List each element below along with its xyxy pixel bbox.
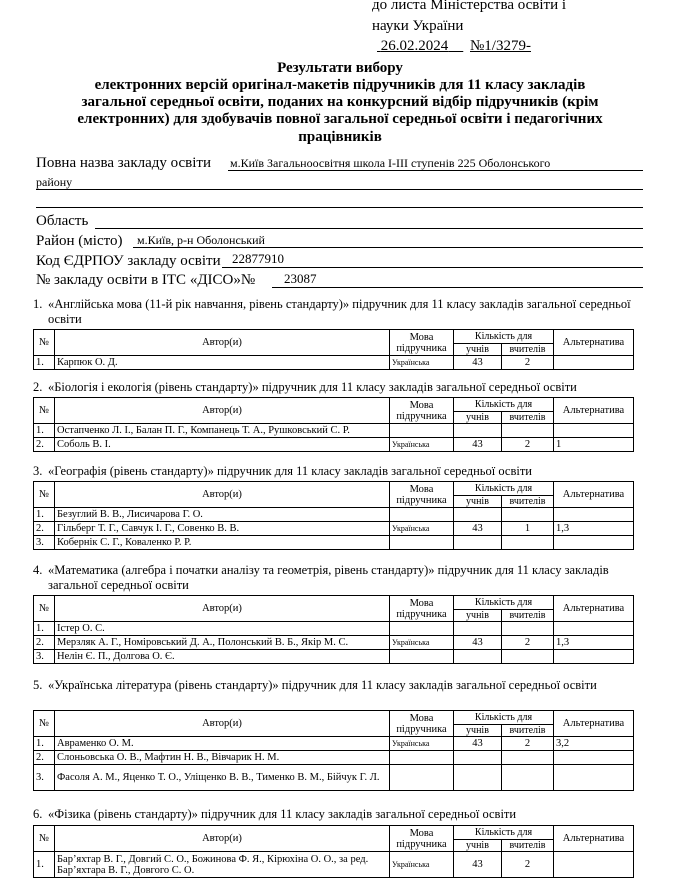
col-lang-header: Мова підручника [390,596,454,622]
col-num-header: № [34,330,55,356]
district-underline [133,247,643,248]
school-name-underline [228,170,643,171]
col-alt-header: Альтернатива [554,711,634,737]
row-students: 43 [454,636,502,650]
col-alt-header: Альтернатива [554,482,634,508]
section-3-table [33,481,634,550]
table-row [34,622,634,636]
col-num-header: № [34,482,55,508]
row-teachers [502,424,554,438]
row-students [454,751,502,765]
row-author: Соболь В. І. [55,438,390,452]
row-teachers [502,622,554,636]
col-num-header: № [34,711,55,737]
section-2-table [33,397,634,452]
row-author: Кобернік С. Г., Коваленко Р. Р. [55,536,390,550]
row-num: 1. [34,622,55,636]
col-lang-header: Мова підручника [390,711,454,737]
row-author: Істер О. С. [55,622,390,636]
row-alt [554,622,634,636]
col-lang-header: Мова підручника [390,482,454,508]
row-alt: 1 [554,438,634,452]
col-teachers-header: вчителів [502,610,554,622]
col-num-header: № [34,398,55,424]
col-qty-header: Кількість для [454,398,554,412]
edrpou-underline [222,267,643,268]
col-alt-header: Альтернатива [554,330,634,356]
table-row [34,438,634,452]
col-teachers-header: вчителів [502,344,554,356]
col-alt-header: Альтернатива [554,826,634,852]
col-students-header: учнів [454,725,502,737]
section-6-table [33,825,634,878]
letter-number: №1/3279- [470,38,531,54]
row-alt: 1,3 [554,522,634,536]
col-author-header: Автор(и) [55,711,390,737]
row-students: 43 [454,438,502,452]
title-line-2: електронних версій оригінал-макетів підручників для 11 класу закладів [94,77,586,93]
row-teachers [502,508,554,522]
region-underline [95,228,643,229]
row-lang: Українська [390,852,454,878]
row-alt [554,508,634,522]
row-lang [390,508,454,522]
row-alt [554,424,634,438]
district-value: м.Київ, р-н Оболонський [137,233,265,247]
row-lang [390,622,454,636]
row-author: Авраменко О. М. [55,737,390,751]
section-5-table [33,710,634,791]
row-students [454,424,502,438]
row-students [454,508,502,522]
col-students-header: учнів [454,412,502,424]
table-row [34,424,634,438]
region-label: Область [36,213,89,229]
row-teachers: 2 [502,438,554,452]
section-4-table [33,595,634,664]
row-num: 3. [34,536,55,550]
row-lang: Українська [390,522,454,536]
row-teachers: 2 [502,356,554,370]
row-num: 2. [34,751,55,765]
col-author-header: Автор(и) [55,398,390,424]
col-students-header: учнів [454,840,502,852]
col-qty-header: Кількість для [454,482,554,496]
row-alt [554,356,634,370]
row-students: 43 [454,356,502,370]
col-alt-header: Альтернатива [554,596,634,622]
row-num: 2. [34,636,55,650]
row-teachers: 2 [502,737,554,751]
row-teachers [502,751,554,765]
section-3-heading: 3. «Географія (рівень стандарту)» підручник для 11 класу закладів загальної середньої освіти [33,464,532,478]
row-num: 1. [34,508,55,522]
row-num: 1. [34,356,55,370]
table-row [34,356,634,370]
row-author: Бар’яхтар В. Г., Довгий С. О., Божинова Ф. Я., Кірюхіна О. О., за ред. Бар’яхтара В. Г., Довгого С. О. [55,852,390,878]
row-teachers: 1 [502,522,554,536]
section-2-heading: 2. «Біологія і екологія (рівень стандарту)» підручник для 11 класу закладів загальної середньої освіти [33,380,577,394]
section-1-heading: 1. «Англійська мова (11-й рік навчання, рівень стандарту)» підручник для 11 класу закладів загальної середньої освіти [33,297,631,326]
table-row [34,751,634,765]
col-lang-header: Мова підручника [390,826,454,852]
title-line-4: електронних) для здобувачів повної загальної середньої освіти і педагогічних [77,111,603,127]
table-row [34,636,634,650]
col-students-header: учнів [454,496,502,508]
row-author: Мерзляк А. Г., Номіровський Д. А., Полонський В. Б., Якір М. С. [55,636,390,650]
title-line-3: загальної середньої освіти, поданих на конкурсний відбір підручників (крім [81,94,599,110]
col-alt-header: Альтернатива [554,398,634,424]
school-name-value: м.Київ Загальноосвітня школа І-ІІІ ступенів 225 Оболонського [230,156,551,170]
row-author: Слоньовська О. В., Мафтин Н. В., Вівчарик Н. М. [55,751,390,765]
row-alt [554,650,634,664]
row-teachers [502,650,554,664]
letter-header-line-2: науки України [372,18,464,34]
table-row [34,508,634,522]
title-line-1: Результати вибору [277,60,403,76]
col-teachers-header: вчителів [502,725,554,737]
row-num: 2. [34,522,55,536]
row-teachers: 2 [502,636,554,650]
school-name-value-2: району [36,175,73,189]
row-lang [390,751,454,765]
row-alt [554,751,634,765]
row-students: 43 [454,737,502,751]
edrpou-label: Код ЄДРПОУ закладу освіти [36,253,221,269]
table-row [34,852,634,878]
row-lang [390,424,454,438]
row-students [454,536,502,550]
col-lang-header: Мова підручника [390,330,454,356]
row-teachers [502,765,554,791]
row-alt [554,852,634,878]
district-label: Район (місто) [36,233,123,249]
row-students [454,622,502,636]
section-1-table [33,329,634,370]
table-row [34,522,634,536]
section-5-heading: 5. «Українська література (рівень стандарту)» підручник для 11 класу закладів загальної середньої освіти [33,678,597,692]
col-teachers-header: вчителів [502,840,554,852]
row-num: 2. [34,438,55,452]
row-lang: Українська [390,438,454,452]
row-lang [390,650,454,664]
col-lang-header: Мова підручника [390,398,454,424]
col-author-header: Автор(и) [55,330,390,356]
row-alt: 3,2 [554,737,634,751]
row-author: Нелін Є. П., Долгова О. Є. [55,650,390,664]
col-qty-header: Кількість для [454,330,554,344]
row-num: 1. [34,424,55,438]
edrpou-value: 22877910 [232,251,284,266]
col-author-header: Автор(и) [55,482,390,508]
col-num-header: № [34,596,55,622]
table-row [34,765,634,791]
row-num: 1. [34,737,55,751]
row-lang: Українська [390,356,454,370]
row-teachers: 2 [502,852,554,878]
row-author: Гільберг Т. Г., Савчук І. Г., Совенко В. В. [55,522,390,536]
itc-value: 23087 [284,271,317,286]
row-author: Фасоля А. М., Яценко Т. О., Уліщенко В. В., Тименко В. М., Бійчук Г. Л. [55,765,390,791]
table-row [34,737,634,751]
col-author-header: Автор(и) [55,596,390,622]
row-lang [390,536,454,550]
col-qty-header: Кількість для [454,711,554,725]
row-students [454,650,502,664]
col-author-header: Автор(и) [55,826,390,852]
row-num: 3. [34,765,55,791]
col-teachers-header: вчителів [502,412,554,424]
school-name-underline-2 [36,189,643,190]
row-author: Остапченко Л. І., Балан П. Г., Компанець Т. А., Рушковський С. Р. [55,424,390,438]
col-students-header: учнів [454,610,502,622]
row-num: 1. [34,852,55,878]
table-row [34,536,634,550]
row-lang: Українська [390,737,454,751]
itc-underline [272,287,643,288]
col-qty-header: Кількість для [454,596,554,610]
row-students: 43 [454,522,502,536]
title-line-5: працівників [298,129,382,145]
table-row [34,650,634,664]
row-alt [554,536,634,550]
row-lang: Українська [390,636,454,650]
row-teachers [502,536,554,550]
row-author: Карпюк О. Д. [55,356,390,370]
row-alt: 1,3 [554,636,634,650]
letter-date: 26.02.2024 [380,38,449,54]
row-num: 3. [34,650,55,664]
school-name-label: Повна назва закладу освіти [36,155,212,171]
row-students: 43 [454,852,502,878]
letter-header-line-1: до листа Міністерства освіти і [372,0,567,13]
col-qty-header: Кількість для [454,826,554,840]
itc-label: № закладу освіти в ІТС «ДІСО»№ [36,272,256,288]
col-students-header: учнів [454,344,502,356]
blank-underline [36,207,643,208]
row-alt [554,765,634,791]
section-6-heading: 6. «Фізика (рівень стандарту)» підручник для 11 класу закладів загальної середньої освіти [33,807,517,821]
col-teachers-header: вчителів [502,496,554,508]
row-author: Безуглий В. В., Лисичарова Г. О. [55,508,390,522]
row-students [454,765,502,791]
row-lang [390,765,454,791]
section-4-heading: 4. «Математика (алгебра і початки аналізу та геометрія, рівень стандарту)» підручник для 11 класу закладів загальної середньої освіти [33,563,609,592]
col-num-header: № [34,826,55,852]
